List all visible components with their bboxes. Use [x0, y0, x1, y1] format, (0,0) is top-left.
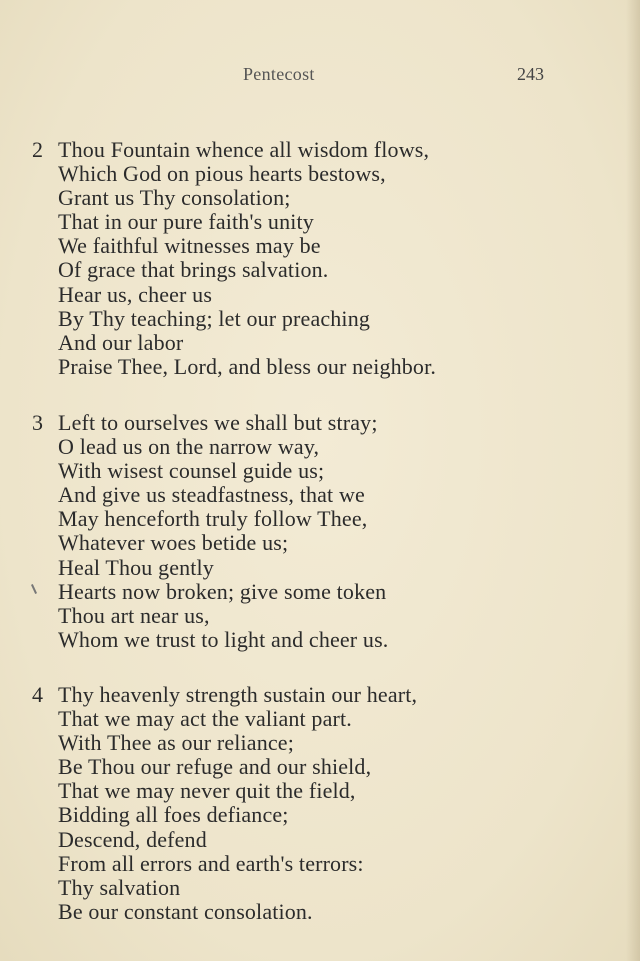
- verse-line: Thou Fountain whence all wisdom flows,: [58, 137, 430, 162]
- page-number: 243: [517, 64, 544, 84]
- verse-line: May henceforth truly follow Thee,: [58, 506, 368, 532]
- stanza-number: 3: [32, 410, 43, 435]
- verse-line: Thy salvation: [58, 874, 181, 900]
- stanza-lines: [58, 411, 388, 652]
- verse-line: Of grace that brings salvation.: [58, 257, 329, 283]
- margin-mark: [31, 584, 37, 594]
- page-edge-shadow: [626, 0, 640, 961]
- verse-line: O lead us on the narrow way,: [58, 434, 320, 460]
- stanza-number: 2: [32, 137, 43, 162]
- verse-line: Hear us, cheer us: [58, 281, 213, 307]
- verse-line: Thy heavenly strength sustain our heart,: [58, 682, 418, 707]
- verse-line: That we may act the valiant part.: [58, 706, 352, 732]
- verse-line: And our labor: [58, 329, 184, 355]
- verse-line: With wisest counsel guide us;: [58, 458, 325, 484]
- verse-line: Heal Thou gently: [58, 554, 214, 580]
- verse-line: Bidding all foes defiance;: [58, 802, 289, 828]
- stanza-lines: [58, 683, 417, 924]
- verse-line: Be our constant consolation.: [58, 898, 313, 924]
- stanza-number: 4: [32, 682, 43, 707]
- verse-line: With Thee as our reliance;: [58, 730, 294, 756]
- verse-line: Left to ourselves we shall but stray;: [58, 410, 378, 435]
- verse-line: Whatever woes betide us;: [58, 530, 289, 556]
- verse-line: Grant us Thy consolation;: [58, 185, 291, 211]
- verse-line: Be Thou our refuge and our shield,: [58, 754, 372, 780]
- verse-line: We faithful witnesses may be: [58, 233, 321, 259]
- verse-line: That in our pure faith's unity: [58, 209, 314, 235]
- verse-line: Which God on pious hearts bestows,: [58, 161, 386, 187]
- verse-line: From all errors and earth's terrors:: [58, 850, 364, 876]
- verse-line: And give us steadfastness, that we: [58, 482, 365, 508]
- verse-line: Whom we trust to light and cheer us.: [58, 626, 389, 652]
- verse-line: By Thy teaching; let our preaching: [58, 305, 370, 331]
- verse-line: Descend, defend: [58, 826, 207, 852]
- verse-line: Hearts now broken; give some token: [58, 578, 387, 604]
- verse-line: Praise Thee, Lord, and bless our neighbor.: [58, 353, 436, 379]
- verse-line: That we may never quit the field,: [58, 778, 356, 804]
- stanza-lines: [58, 138, 436, 379]
- running-header-title: Pentecost: [243, 64, 315, 84]
- verse-line: Thou art near us,: [58, 602, 210, 628]
